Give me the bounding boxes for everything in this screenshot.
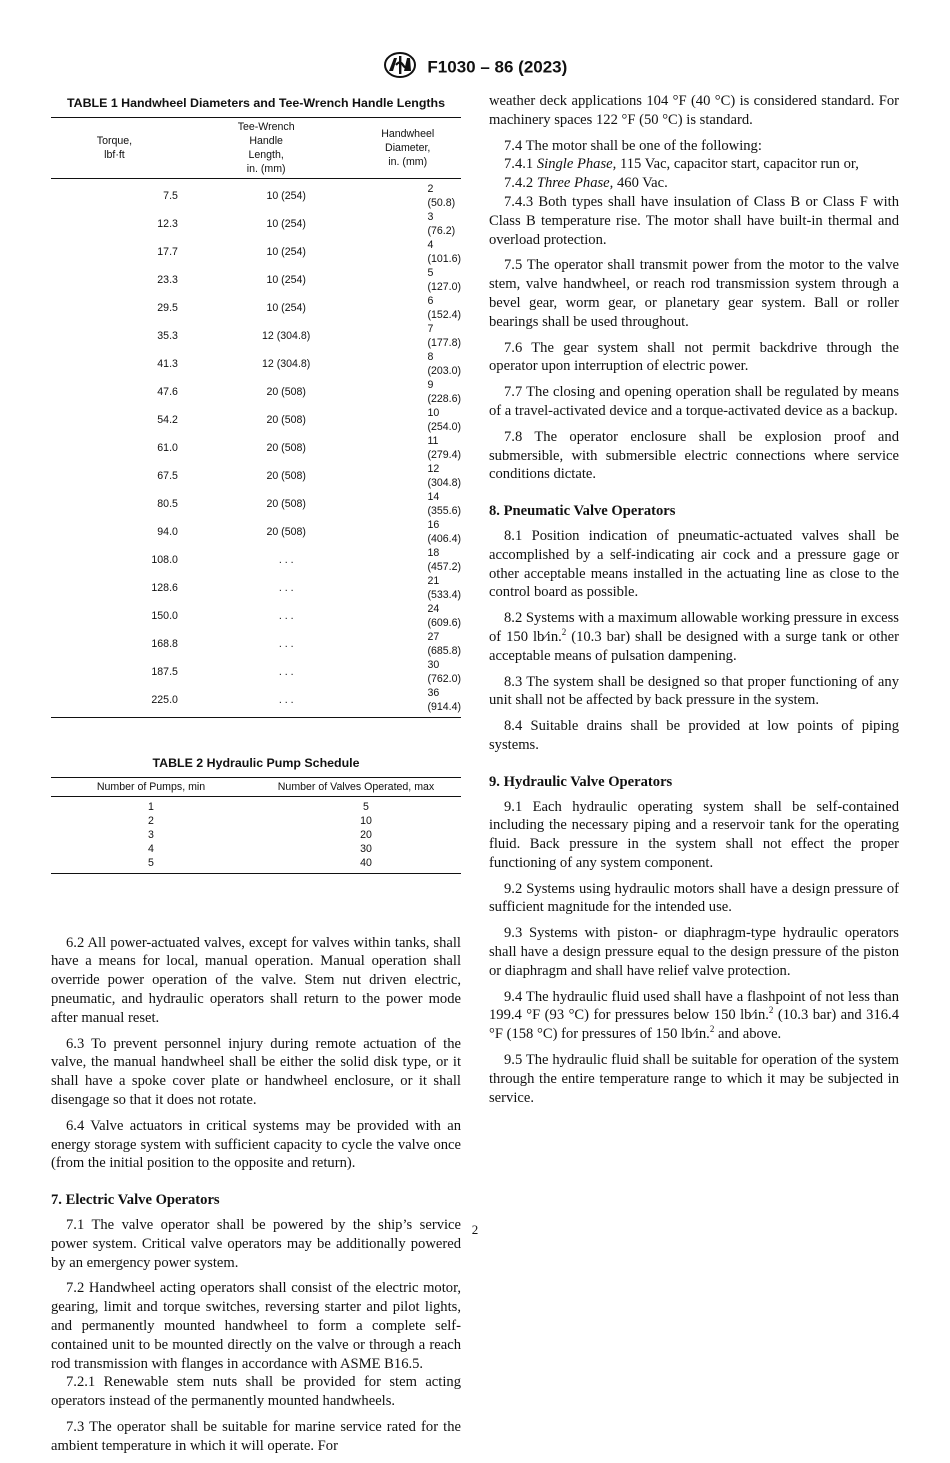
table1-cell: 11 (279.4) bbox=[427, 434, 462, 461]
table1-cell: 20 (508) bbox=[266, 385, 306, 398]
table1-cell: 94.0 bbox=[157, 525, 178, 538]
paragraph-6-2: 6.2 All power-actuated valves, except for valves within tanks, shall have a means for local, manual operation. Manual operation shall override power operation of the valve. Stem nut driven electric, pneumatic, and hydraulic operators shall return to the power mode after manual reset. bbox=[51, 934, 461, 1026]
table1-cell: 18 (457.2) bbox=[427, 546, 462, 573]
table1-cell: . . . bbox=[278, 637, 294, 650]
table1-cell: 10 (254) bbox=[266, 189, 306, 202]
table1-row bbox=[51, 294, 461, 322]
paragraph-9-4-superscript-1: 2 bbox=[768, 1005, 774, 1016]
document-code: F1030 – 86 (2023) bbox=[427, 57, 568, 77]
table1-row bbox=[51, 658, 461, 686]
table2-header-valves: Number of Valves Operated, max bbox=[251, 777, 461, 796]
left-column bbox=[51, 92, 461, 1463]
paragraph-7-4: 7.4 The motor shall be one of the following: bbox=[504, 137, 762, 154]
table1-row bbox=[51, 210, 461, 238]
table1-caption: TABLE 1 Handwheel Diameters and Tee-Wrench Handle Lengths bbox=[67, 96, 445, 110]
table1-cell: 41.3 bbox=[157, 357, 178, 370]
table1-cell: . . . bbox=[178, 686, 355, 718]
table1-cell: 10 (254.0) bbox=[427, 406, 462, 433]
table1-row bbox=[51, 434, 461, 462]
paragraph-9-5: 9.5 The hydraulic fluid shall be suitable for operation of the system through the entire temperature range to which it may be subjected in service. bbox=[489, 1052, 899, 1106]
table1-row bbox=[51, 462, 461, 490]
table1-cell: . . . bbox=[278, 581, 294, 594]
table1-cell: 225.0 bbox=[51, 686, 178, 718]
paragraph-8-2-superscript: 2 bbox=[561, 627, 567, 638]
table1-row bbox=[51, 518, 461, 546]
paragraph-7-4-2-emphasis: Three Phase, bbox=[536, 175, 614, 192]
paragraph-7-3-continued: weather deck applications 104 °F (40 °C) is considered standard. For machinery spaces 122 °F (50 °C) is standard. bbox=[489, 93, 899, 128]
table2-caption: TABLE 2 Hydraulic Pump Schedule bbox=[152, 755, 360, 770]
table1-row bbox=[51, 490, 461, 518]
table1-cell: 27 (685.8) bbox=[427, 630, 462, 657]
table1-cell: 10 (254) bbox=[266, 273, 306, 286]
table2-cell: 5 bbox=[363, 800, 369, 813]
paragraph-8-2 bbox=[489, 609, 899, 665]
paragraph-7-4-3: 7.4.3 Both types shall have insulation of Class B or Class F with Class B temperature rise. The motor shall have built-in thermal and overload protection. bbox=[489, 193, 899, 248]
paragraph-7-4-1-emphasis: Single Phase, bbox=[536, 156, 617, 173]
table1-cell: 21 (533.4) bbox=[427, 574, 462, 601]
paragraph-9-4-superscript-2: 2 bbox=[709, 1024, 715, 1035]
paragraph-7-4-1 bbox=[489, 155, 899, 174]
table1-cell: 8 (203.0) bbox=[427, 350, 462, 377]
section-8-heading: 8. Pneumatic Valve Operators bbox=[489, 503, 676, 520]
table1-cell: 35.3 bbox=[157, 329, 178, 342]
table2-header-pumps: Number of Pumps, min bbox=[51, 777, 251, 796]
table1-cell: 20 (508) bbox=[266, 497, 306, 510]
paragraph-7-4-1-text: 115 Vac, capacitor start, capacitor run or, bbox=[619, 156, 859, 173]
table1-cell: 20 (508) bbox=[266, 469, 306, 482]
table1-cell: 12.3 bbox=[157, 217, 178, 230]
table1-row bbox=[51, 406, 461, 434]
paragraph-7-6: 7.6 The gear system shall not permit backdrive through the operator upon interruption of electric power. bbox=[489, 339, 899, 375]
table1-cell: 6 (152.4) bbox=[427, 294, 462, 321]
table1-row bbox=[51, 574, 461, 602]
paragraph-9-3: 9.3 Systems with piston- or diaphragm-type hydraulic operators shall have a design pressure equal to the design pressure of the piston or diaphragm and shall have relief valve protection. bbox=[489, 925, 899, 979]
paragraph-9-1: 9.1 Each hydraulic operating system shall be self-contained including the necessary piping and a reservoir tank for the operating fluid. Back pressure in the system shall not effect the proper functioning of any system component. bbox=[489, 798, 899, 871]
table1-cell: 80.5 bbox=[157, 497, 178, 510]
paragraph-8-3: 8.3 The system shall be designed so that proper functioning of any unit shall not be affected by back pressure in the system. bbox=[489, 673, 899, 709]
table1-row bbox=[51, 630, 461, 658]
paragraph-6-3: 6.3 To prevent personnel injury during remote actuation of the valve, the manual handwheel shall be either the solid disk type, or it shall have a spoke cover plate or handwheel enclosure, or it shall disengage so that it does not rotate. bbox=[51, 1035, 461, 1108]
table2-row bbox=[51, 842, 461, 856]
table1-cell: . . . bbox=[278, 665, 294, 678]
table1-cell: . . . bbox=[278, 609, 294, 622]
table1-cell: 7.5 bbox=[163, 189, 178, 202]
table2-row bbox=[51, 828, 461, 842]
paragraph-7-5: 7.5 The operator shall transmit power from the motor to the valve stem, valve handwheel, or reach rod transmission system through a bevel gear, worm gear, or planetary gear system. Ball or roller bearings shall be used throughout. bbox=[489, 257, 899, 330]
table2-cell: 10 bbox=[360, 814, 372, 827]
paragraph-8-2-text-a: 8.2 Systems with a maximum allowable working pressure in excess of 150 lb⁄in. bbox=[489, 610, 899, 645]
table1-cell: 150.0 bbox=[151, 609, 178, 622]
paragraph-9-4 bbox=[489, 988, 899, 1044]
table1-cell: 47.6 bbox=[157, 385, 178, 398]
paragraph-7-7: 7.7 The closing and opening operation shall be regulated by means of a travel-activated device and a torque-activated device as a backup. bbox=[489, 384, 899, 419]
table1-cell: 23.3 bbox=[157, 273, 178, 286]
paragraph-6-4: 6.4 Valve actuators in critical systems may be provided with an energy storage system with sufficient capacity to cycle the valve once (from the initial position to the opposite and return). bbox=[51, 1117, 461, 1172]
table1-cell: 187.5 bbox=[151, 665, 178, 678]
table1-cell: 168.8 bbox=[151, 637, 178, 650]
table1-cell: 3 (76.2) bbox=[427, 210, 456, 237]
table1-cell: 12 (304.8) bbox=[262, 329, 311, 342]
table1-cell: 9 (228.6) bbox=[427, 378, 462, 405]
table1-cell: 12 (304.8) bbox=[427, 462, 462, 489]
table1-cell: 16 (406.4) bbox=[427, 518, 462, 545]
table1-cell: 67.5 bbox=[157, 469, 178, 482]
paragraph-9-4-text-b: (10.3 bar) and 316.4 °F (158 °C) for pressures of 150 lb⁄in. bbox=[489, 1007, 899, 1043]
table1-cell: 7 (177.8) bbox=[427, 322, 462, 349]
table1-row bbox=[51, 686, 461, 718]
table1-row bbox=[51, 238, 461, 266]
page-number: 2 bbox=[471, 1222, 479, 1237]
paragraph-9-4-text-a: 9.4 The hydraulic fluid used shall have a flashpoint of not less than 199.4 °F (93 °C) for pressures below 150 lb⁄in. bbox=[489, 988, 899, 1024]
table1-row bbox=[51, 178, 461, 210]
table2-row bbox=[51, 814, 461, 828]
table1-cell: 128.6 bbox=[151, 581, 178, 594]
table1-row bbox=[51, 266, 461, 294]
table1-cell: . . . bbox=[278, 553, 294, 566]
paragraph-8-2-text-b: (10.3 bar) shall be designed with a surge tank or other acceptable means of pulsation dampening. bbox=[489, 628, 899, 664]
table1-cell: 30 (762.0) bbox=[427, 658, 462, 685]
section-7-heading: 7. Electric Valve Operators bbox=[51, 1192, 220, 1209]
page-header bbox=[0, 52, 950, 83]
table1-cell: 14 (355.6) bbox=[427, 490, 462, 517]
table1-row bbox=[51, 378, 461, 406]
paragraph-7-2-1: 7.2.1 Renewable stem nuts shall be provided for stem acting operators instead of the permanently mounted handwheels. bbox=[51, 1374, 461, 1410]
table1-header-handwheel: Handwheel Diameter, in. (mm) bbox=[354, 117, 461, 178]
paragraph-7-4-1-number: 7.4.1 bbox=[504, 156, 534, 173]
table1-row bbox=[51, 322, 461, 350]
table1-header-tee-wrench: Tee-Wrench Handle Length, in. (mm) bbox=[178, 117, 355, 178]
paragraph-7-4-2-text: 460 Vac. bbox=[616, 175, 668, 192]
paragraph-8-1: 8.1 Position indication of pneumatic-actuated valves shall be accomplished by a self-indicating air cock and a pressure gage or other acceptable means installed in the actuating line as close to the control board as possible. bbox=[489, 527, 899, 601]
table1-cell: 20 (508) bbox=[266, 413, 306, 426]
table2-cell: 40 bbox=[251, 856, 461, 874]
section-9-heading: 9. Hydraulic Valve Operators bbox=[489, 773, 673, 790]
table1 bbox=[51, 117, 461, 718]
table1-cell: 108.0 bbox=[151, 553, 178, 566]
table1-row bbox=[51, 350, 461, 378]
table1-cell: 4 (101.6) bbox=[427, 238, 462, 265]
table1-cell: 54.2 bbox=[157, 413, 178, 426]
paragraph-9-4-text-c: and above. bbox=[714, 1026, 782, 1043]
table1-cell: 2 (50.8) bbox=[427, 182, 456, 209]
table1-row bbox=[51, 602, 461, 630]
paragraph-7-3: 7.3 The operator shall be suitable for marine service rated for the ambient temperature in which it will operate. For bbox=[51, 1418, 461, 1454]
table1-cell: 36 (914.4) bbox=[354, 686, 461, 718]
paragraph-7-4-2 bbox=[489, 174, 899, 193]
paragraph-7-1: 7.1 The valve operator shall be powered by the ship’s service power system. Critical valve operators may be additionally powered by an emergency power system. bbox=[51, 1216, 461, 1271]
table1-header-torque: Torque, lbf·ft bbox=[51, 117, 178, 178]
table2-cell: 3 bbox=[148, 828, 154, 841]
table2-cell: 2 bbox=[148, 814, 154, 827]
table1-cell: 17.7 bbox=[157, 245, 178, 258]
table1-cell: 20 (508) bbox=[266, 525, 306, 538]
table2-cell: 20 bbox=[360, 828, 372, 841]
table1-cell: 12 (304.8) bbox=[262, 357, 311, 370]
table2-row bbox=[51, 796, 461, 814]
table1-cell: 61.0 bbox=[157, 441, 178, 454]
table1-cell: 29.5 bbox=[157, 301, 178, 314]
astm-logo-icon bbox=[383, 52, 417, 83]
table2-cell: 30 bbox=[360, 842, 372, 855]
table1-cell: 10 (254) bbox=[266, 245, 306, 258]
table1-row bbox=[51, 546, 461, 574]
table1-cell: 10 (254) bbox=[266, 217, 306, 230]
table2 bbox=[51, 777, 461, 874]
table2-cell: 5 bbox=[51, 856, 251, 874]
paragraph-7-8: 7.8 The operator enclosure shall be explosion proof and submersible, with submersible electric connections where service conditions dictate. bbox=[489, 428, 899, 483]
table1-cell: 20 (508) bbox=[266, 441, 306, 454]
paragraph-8-4: 8.4 Suitable drains shall be provided at low points of piping systems. bbox=[489, 718, 899, 753]
table1-cell: 10 (254) bbox=[266, 301, 306, 314]
table2-cell: 4 bbox=[148, 842, 154, 855]
table2-row bbox=[51, 856, 461, 874]
table1-cell: 5 (127.0) bbox=[427, 266, 462, 293]
table1-cell: 24 (609.6) bbox=[427, 602, 462, 629]
paragraph-7-2: 7.2 Handwheel acting operators shall consist of the electric motor, gearing, limit and torque switches, reversing starter and pilot lights, and permanently mounted handwheel to form a complete self-contained unit to be mounted directly on the valve or through a reach rod transmission with flanges in accordance with ASME B16.5. bbox=[51, 1280, 461, 1372]
table2-cell: 1 bbox=[148, 800, 154, 813]
paragraph-9-2: 9.2 Systems using hydraulic motors shall have a design pressure of sufficient magnitude for the intended use. bbox=[489, 880, 899, 916]
paragraph-7-4-2-number: 7.4.2 bbox=[504, 175, 534, 192]
right-column bbox=[489, 92, 899, 1114]
